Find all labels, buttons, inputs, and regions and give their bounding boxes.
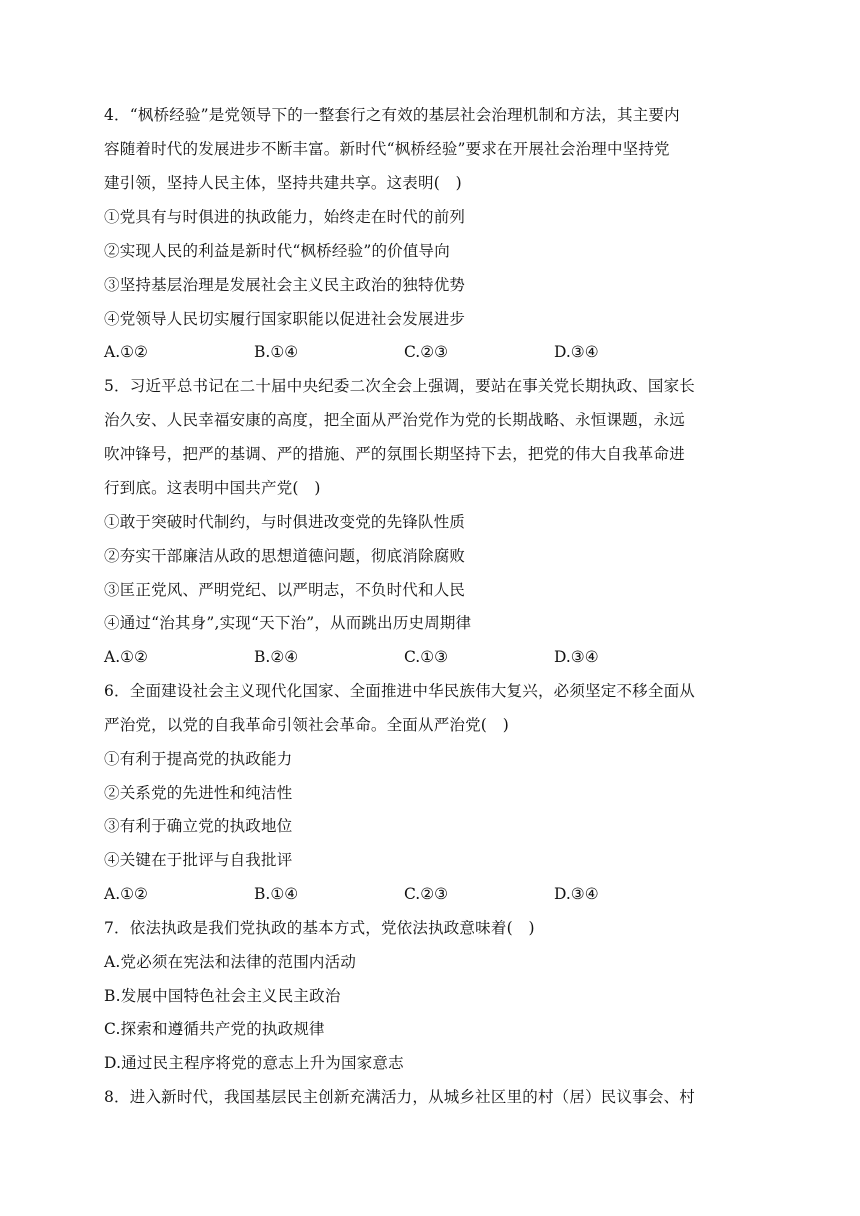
q6-option-c: C.②③ xyxy=(404,885,449,903)
q5-stem-line-1: 5．习近平总书记在二十届中央纪委二次全会上强调，要站在事关党长期执政、国家长 xyxy=(104,377,695,395)
q5-statement-3: ③匡正党风、严明党纪、以严明志，不负时代和人民 xyxy=(104,581,466,599)
q6-stem-line-1: 6．全面建设社会主义现代化国家、全面推进中华民族伟大复兴，必须坚定不移全面从 xyxy=(104,682,695,700)
q6-statement-2: ②关系党的先进性和纯洁性 xyxy=(104,784,293,802)
q5-statement-4: ④通过“治其身”,实现“天下治”，从而跳出历史周期律 xyxy=(104,614,472,632)
q4-option-b: B.①④ xyxy=(254,343,299,361)
q4-option-a: A.①② xyxy=(104,343,148,361)
q4-statement-4: ④党领导人民切实履行国家职能以促进社会发展进步 xyxy=(104,310,466,328)
q6-statement-3: ③有利于确立党的执政地位 xyxy=(104,817,293,835)
q6-option-a: A.①② xyxy=(104,885,148,903)
q5-statement-2: ②夯实干部廉洁从政的思想道德问题，彻底消除腐败 xyxy=(104,547,466,565)
q5-statement-1: ①敢于突破时代制约，与时俱进改变党的先锋队性质 xyxy=(104,513,466,531)
q4-option-d: D.③④ xyxy=(554,343,599,361)
q4-options xyxy=(104,342,764,362)
q6-option-b: B.①④ xyxy=(254,885,299,903)
q5-option-d: D.③④ xyxy=(554,648,599,666)
q7-choice-a: A.党必须在宪法和法律的范围内活动 xyxy=(104,953,357,971)
q7-stem-line-1: 7．依法执政是我们党执政的基本方式，党依法执政意味着( ) xyxy=(104,919,535,937)
q4-statement-2: ②实现人民的利益是新时代“枫桥经验”的价值导向 xyxy=(104,242,450,260)
q6-statement-1: ①有利于提高党的执政能力 xyxy=(104,750,293,768)
q5-options xyxy=(104,647,764,667)
q4-statement-1: ①党具有与时俱进的执政能力，始终走在时代的前列 xyxy=(104,208,466,226)
q5-stem-line-2: 治久安、人民幸福安康的高度，把全面从严治党作为党的长期战略、永恒课题，永远 xyxy=(104,411,685,429)
q5-stem-line-3: 吹冲锋号，把严的基调、严的措施、严的氛围长期坚持下去，把党的伟大自我革命进 xyxy=(104,445,685,463)
q4-option-c: C.②③ xyxy=(404,343,449,361)
q6-option-d: D.③④ xyxy=(554,885,599,903)
q5-stem-line-4: 行到底。这表明中国共产党( ) xyxy=(104,479,321,497)
q5-option-a: A.①② xyxy=(104,648,148,666)
q6-statement-4: ④关键在于批评与自我批评 xyxy=(104,851,293,869)
q4-stem-line-3: 建引领，坚持人民主体，坚持共建共享。这表明( ) xyxy=(104,174,462,192)
q5-option-c: C.①③ xyxy=(404,648,449,666)
q7-choice-c: C.探索和遵循共产党的执政规律 xyxy=(104,1020,325,1038)
q6-stem-line-2: 严治党，以党的自我革命引领社会革命。全面从严治党( ) xyxy=(104,716,509,734)
q5-option-b: B.②④ xyxy=(254,648,299,666)
q4-stem-line-1: 4．“枫桥经验”是党领导下的一整套行之有效的基层社会治理机制和方法，其主要内 xyxy=(104,106,680,124)
q8-stem-line-1: 8．进入新时代，我国基层民主创新充满活力，从城乡社区里的村（居）民议事会、村 xyxy=(104,1088,695,1106)
q6-options xyxy=(104,884,764,904)
q4-stem-line-2: 容随着时代的发展进步不断丰富。新时代“枫桥经验”要求在开展社会治理中坚持党 xyxy=(104,140,670,158)
q7-choice-d: D.通过民主程序将党的意志上升为国家意志 xyxy=(104,1054,404,1072)
q7-choice-b: B.发展中国特色社会主义民主政治 xyxy=(104,987,341,1005)
q4-statement-3: ③坚持基层治理是发展社会主义民主政治的独特优势 xyxy=(104,276,466,294)
